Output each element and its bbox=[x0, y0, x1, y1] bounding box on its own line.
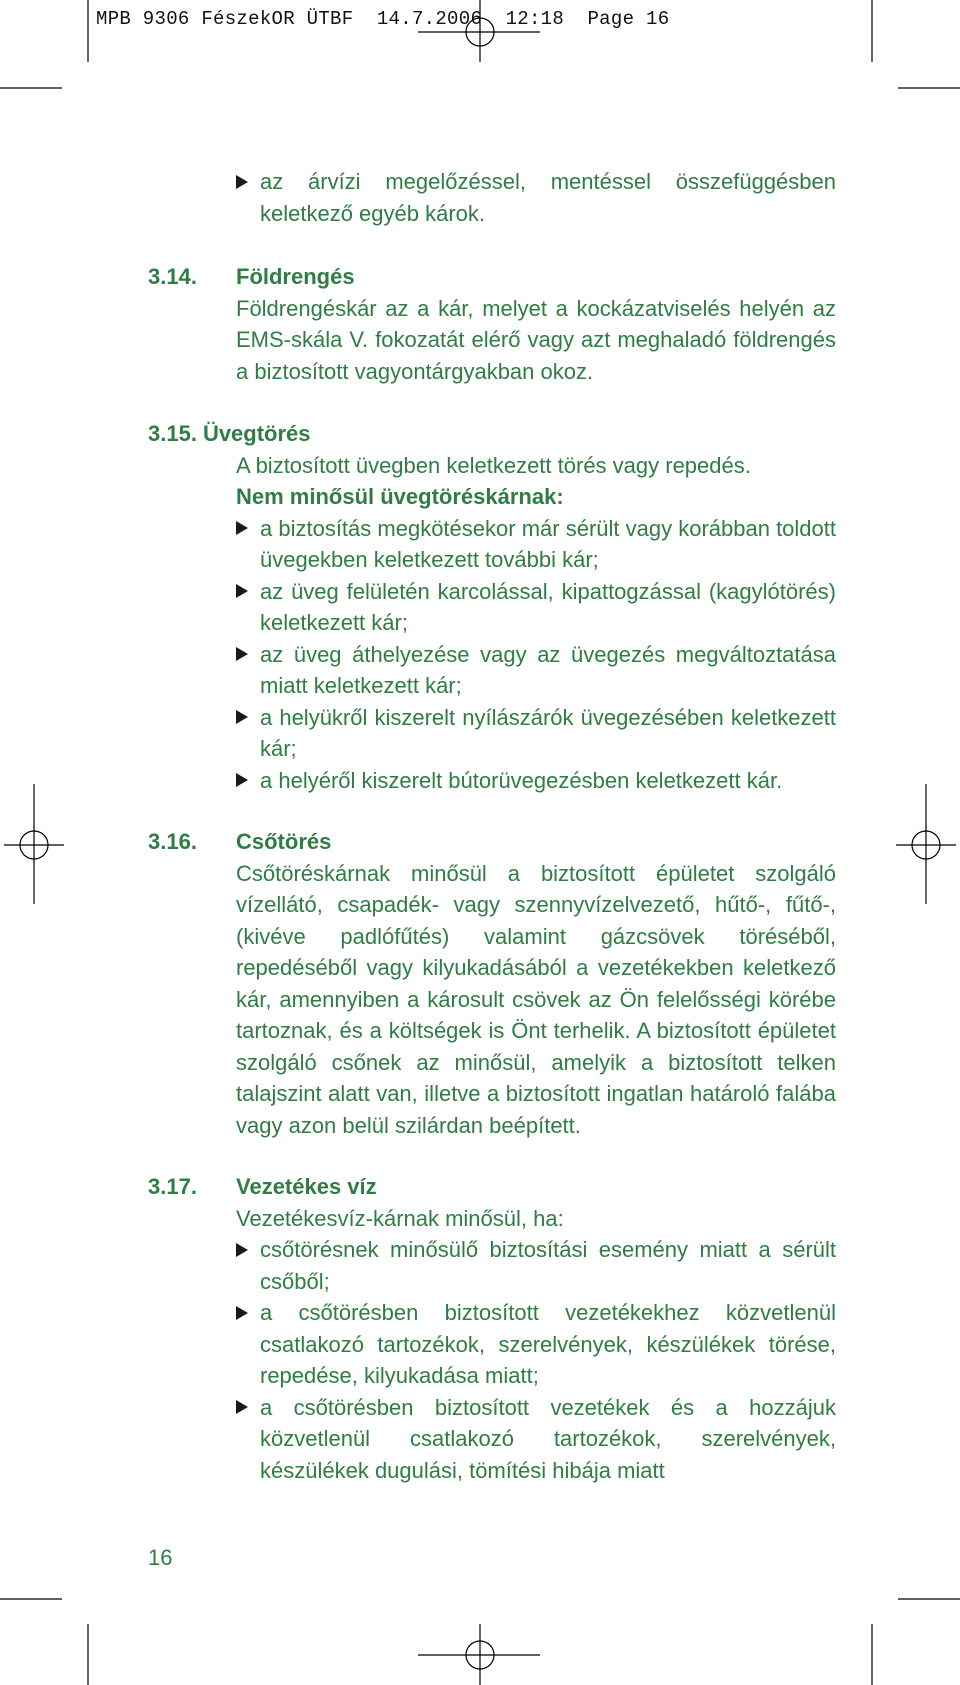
section-text: Földrengéskár az a kár, melyet a kockázatviselés helyén az EMS-skála V. fokozatát elérő vagy azt meghaladó földrengés a biztosított vagyontárgyakban okoz. bbox=[236, 295, 836, 384]
section-3-16 bbox=[148, 826, 836, 1141]
list-item: a helyükről kiszerelt nyílászárók üvegezésében keletkezett kár; bbox=[236, 702, 836, 765]
list-item: csőtörésnek minősülő biztosítási esemény miatt a sérült csőből; bbox=[236, 1234, 836, 1297]
section-text: Csőtöréskárnak minősül a biztosított épületet szolgáló vízellátó, csapadék- vagy szennyvízelvezető, hűtő-, fűtő-, (kivéve padlófűtés) valamint gázcsövek töréséből, repedéséből vagy kilyukadásából a vezetékekben keletkező kár, amennyiben a károsult csövek az Ön felelősségi körébe tartoznak, és a költségek is Önt terhelik. A biztosított épületet szolgáló csőnek az minősül, amelyik a biztosított telken talajszint alatt van, illetve a biztosított ingatlan határoló falába vagy azon belül szilárdan beépített. bbox=[236, 860, 836, 1138]
bullet-triangle-icon bbox=[236, 576, 260, 608]
bullet-triangle-icon bbox=[236, 1234, 260, 1266]
list-item: az üveg felületén karcolással, kipattogzással (kagylótörés) keletkezett kár; bbox=[236, 576, 836, 639]
list-item: a helyéről kiszerelt bútorüvegezésben keletkezett kár. bbox=[236, 765, 836, 797]
list-item: a csőtörésben biztosított vezetékekhez közvetlenül csatlakozó tartozékok, szerelvények, készülékek törése, repedése, kilyukadása miatt; bbox=[236, 1297, 836, 1392]
list-item: az üveg áthelyezése vagy az üvegezés megváltoztatása miatt keletkezett kár; bbox=[236, 639, 836, 702]
list-item: az árvízi megelőzéssel, mentéssel összefüggésben keletkező egyéb károk. bbox=[148, 166, 836, 229]
bullet-triangle-icon bbox=[236, 639, 260, 671]
section-text: A biztosított üvegben keletkezett törés vagy repedés. bbox=[236, 452, 751, 478]
bullet-triangle-icon bbox=[236, 702, 260, 734]
document-page-body bbox=[148, 166, 836, 1486]
bullet-triangle-icon bbox=[236, 1297, 260, 1329]
bullet-triangle-icon bbox=[236, 166, 260, 198]
section-title: Vezetékes víz bbox=[236, 1174, 377, 1199]
section-3-17 bbox=[148, 1171, 836, 1486]
section-title: Csőtörés bbox=[236, 829, 332, 854]
section-title: Földrengés bbox=[236, 264, 355, 289]
bullet-triangle-icon bbox=[236, 1392, 260, 1424]
bullet-triangle-icon bbox=[236, 513, 260, 545]
section-3-15 bbox=[148, 418, 836, 796]
bullet-triangle-icon bbox=[236, 765, 260, 797]
section-title: Üvegtörés bbox=[202, 421, 311, 446]
list-item: a biztosítás megkötésekor már sérült vagy korábban toldott üvegekben keletkezett további kár; bbox=[236, 513, 836, 576]
section-subheading: Nem minősül üvegtöréskárnak: bbox=[236, 484, 564, 509]
list-item: a csőtörésben biztosított vezetékek és a hozzájuk közvetlenül csatlakozó tartozékok, szerelvények, készülékek dugulási, tömítési hibája miatt bbox=[236, 1392, 836, 1487]
section-3-14 bbox=[148, 261, 836, 387]
page-number: 16 bbox=[148, 1545, 173, 1570]
section-number: 3.17. bbox=[148, 1174, 197, 1199]
print-slug-header: MPB 9306 FészekOR ÜTBF 14.7.2006 12:18 Page 16 bbox=[96, 8, 670, 30]
section-number: 3.14. bbox=[148, 264, 197, 289]
section-number: 3.16. bbox=[148, 829, 197, 854]
section-text: Vezetékesvíz-kárnak minősül, ha: bbox=[236, 1205, 564, 1231]
section-number: 3.15. bbox=[148, 421, 197, 446]
